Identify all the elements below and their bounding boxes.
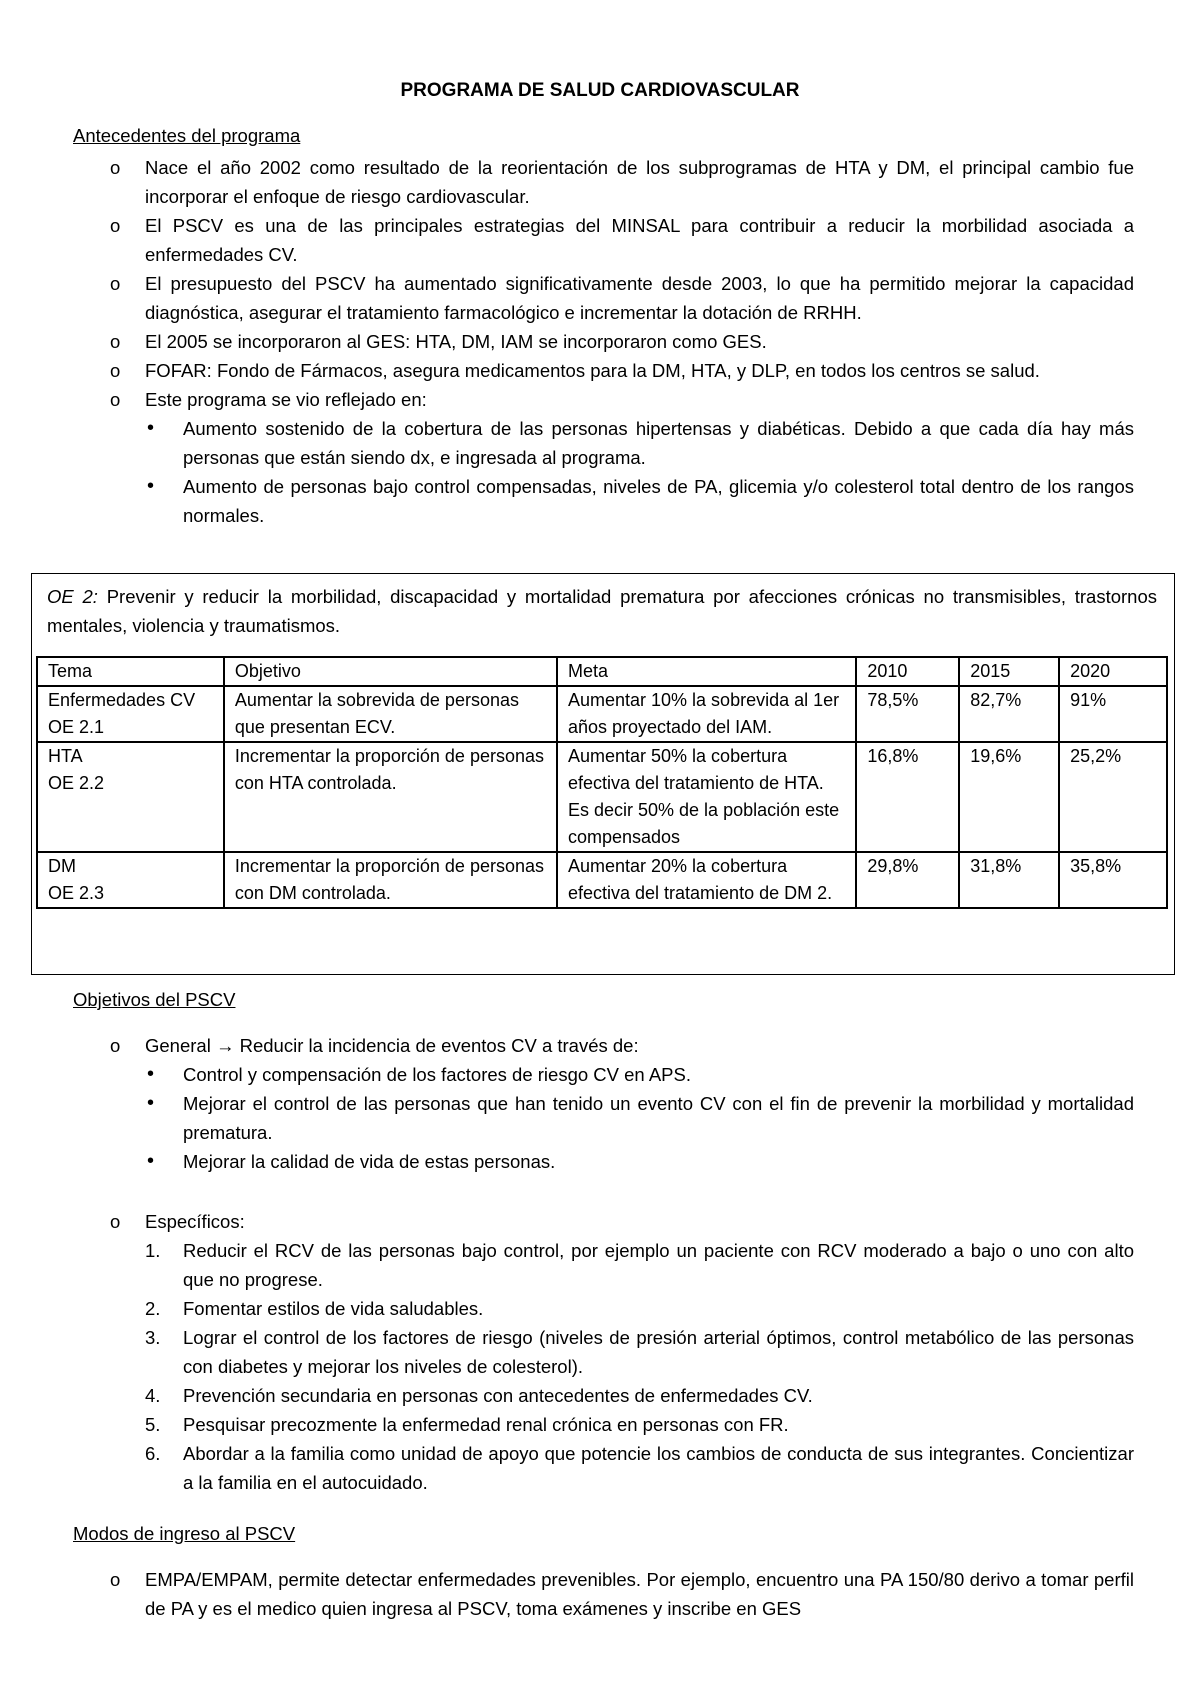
list-item: 2. Fomentar estilos de vida saludables. [145, 1298, 484, 1319]
list-item: 4. Prevención secundaria en personas con antecedentes de enfermedades CV. [145, 1385, 813, 1406]
tema-cell: Enfermedades CV OE 2.1 [37, 686, 224, 742]
document-title: PROGRAMA DE SALUD CARDIOVASCULAR [400, 80, 800, 101]
tema-cell: DM OE 2.3 [37, 852, 224, 908]
objetivos-especificos-list [110, 1207, 1134, 1497]
antecedentes-sublist [145, 414, 1134, 530]
circle-bullet-icon: o [110, 360, 121, 381]
antecedentes-heading: Antecedentes del programa [73, 125, 301, 146]
list-item: 1. Reducir el RCV de las personas bajo control, por ejemplo un paciente con RCV moderado a bajo o uno con alto que no progrese. [145, 1240, 1134, 1290]
column-header: Meta [557, 657, 856, 686]
arrow-right-icon: → [215, 1035, 235, 1056]
table-row [37, 686, 1167, 742]
meta-cell: Aumentar 10% la sobrevida al 1er años proyectado del IAM. [557, 686, 856, 742]
value-2010-cell: 16,8% [856, 742, 959, 852]
meta-cell: Aumentar 20% la cobertura efectiva del tratamiento de DM 2. [557, 852, 856, 908]
table-row [37, 852, 1167, 908]
objetivos-heading: Objetivos del PSCV [73, 989, 236, 1010]
circle-bullet-icon: o [110, 1569, 121, 1590]
general-sublist [145, 1060, 1134, 1176]
column-header: 2010 [856, 657, 959, 686]
oe2-table [36, 656, 1168, 909]
list-item: 3. Lograr el control de los factores de riesgo (niveles de presión arterial óptimos, control metabólico de las personas con diabetes y mejorar los niveles de colesterol). [145, 1327, 1134, 1377]
list-item: o EMPA/EMPAM, permite detectar enfermedades prevenibles. Por ejemplo, encuentro una PA 150/80 derivo a tomar perfil de PA y es el medico quien ingresa al PSCV, toma exámenes y inscribe en GES [110, 1565, 1134, 1623]
modos-heading: Modos de ingreso al PSCV [73, 1523, 296, 1544]
oe2-label: OE 2: [47, 586, 98, 607]
circle-bullet-icon: o [110, 389, 121, 410]
value-2015-cell: 82,7% [959, 686, 1059, 742]
especificos-numbered-list [145, 1236, 1134, 1497]
column-header: Objetivo [224, 657, 557, 686]
bullet-dot-icon: • [147, 1092, 155, 1114]
tema-cell: HTA OE 2.2 [37, 742, 224, 852]
table-header-row [37, 657, 1167, 686]
list-item: • Aumento sostenido de la cobertura de las personas hipertensas y diabéticas. Debido a que cada día hay más personas que están siendo dx, e ingresada al programa. [145, 414, 1134, 472]
value-2020-cell: 35,8% [1059, 852, 1167, 908]
meta-cell: Aumentar 50% la cobertura efectiva del tratamiento de HTA. Es decir 50% de la población este compensados [557, 742, 856, 852]
list-item: o Específicos: 1. Reducir el RCV de las personas bajo control, por ejemplo un paciente con RCV moderado a bajo o uno con alto que no progrese. 2. Fomentar estilos de vida saludables. 3. Lograr el control de los factores de riesgo (niveles de presión arterial óptimos, control metabólico de las personas con diabetes y mejorar los niveles de colesterol). 4. Prevención secundaria en personas con antecedentes de enfermedades CV. 5. Pesquisar precozmente la enfermedad renal crónica en personas con FR. 6. Abordar a la familia como unidad de apoyo que potencie los cambios de conducta de sus integrantes. Concientizar a la familia en el autocuidado. [110, 1207, 1134, 1497]
value-2010-cell: 29,8% [856, 852, 959, 908]
oe2-box [31, 573, 1175, 975]
list-item: o Este programa se vio reflejado en: • Aumento sostenido de la cobertura de las personas hipertensas y diabéticas. Debido a que cada día hay más personas que están siendo dx, e ingresada al programa. • Aumento de personas bajo control compensadas, niveles de PA, glicemia y/o colesterol total dentro de los rangos normales. [110, 385, 1134, 530]
objetivo-cell: Incrementar la proporción de personas con DM controlada. [224, 852, 557, 908]
column-header: 2020 [1059, 657, 1167, 686]
list-item: o El 2005 se incorporaron al GES: HTA, DM, IAM se incorporaron como GES. [110, 327, 1134, 356]
circle-bullet-icon: o [110, 331, 121, 352]
list-item: • Mejorar el control de las personas que han tenido un evento CV con el fin de prevenir la morbilidad y mortalidad prematura. [145, 1089, 1134, 1147]
modos-list [110, 1565, 1134, 1623]
list-item: 5. Pesquisar precozmente la enfermedad renal crónica en personas con FR. [145, 1414, 789, 1435]
objetivos-general-list [110, 1031, 1134, 1176]
circle-bullet-icon: o [110, 215, 121, 236]
bullet-dot-icon: • [147, 1150, 155, 1172]
circle-bullet-icon: o [110, 273, 121, 294]
value-2015-cell: 31,8% [959, 852, 1059, 908]
column-header: 2015 [959, 657, 1059, 686]
value-2020-cell: 25,2% [1059, 742, 1167, 852]
antecedentes-list [110, 153, 1134, 530]
circle-bullet-icon: o [110, 157, 121, 178]
list-item: o Nace el año 2002 como resultado de la reorientación de los subprogramas de HTA y DM, el principal cambio fue incorporar el enfoque de riesgo cardiovascular. [110, 153, 1134, 211]
oe2-text: Prevenir y reducir la morbilidad, discapacidad y mortalidad prematura por afecciones crónicas no transmisibles, trastornos mentales, violencia y traumatismos. [47, 586, 1158, 636]
oe2-description [47, 582, 1157, 640]
list-item: • Mejorar la calidad de vida de estas personas. [145, 1147, 1134, 1176]
objetivo-cell: Aumentar la sobrevida de personas que presentan ECV. [224, 686, 557, 742]
bullet-dot-icon: • [147, 1063, 155, 1085]
circle-bullet-icon: o [110, 1211, 121, 1232]
list-item: o El PSCV es una de las principales estrategias del MINSAL para contribuir a reducir la morbilidad asociada a enfermedades CV. [110, 211, 1134, 269]
table-row [37, 742, 1167, 852]
bullet-dot-icon: • [147, 417, 155, 439]
value-2015-cell: 19,6% [959, 742, 1059, 852]
circle-bullet-icon: o [110, 1035, 121, 1056]
list-item: 6. Abordar a la familia como unidad de apoyo que potencie los cambios de conducta de sus integrantes. Concientizar a la familia en el autocuidado. [145, 1443, 1134, 1493]
list-item: o El presupuesto del PSCV ha aumentado significativamente desde 2003, lo que ha permitido mejorar la capacidad diagnóstica, asegurar el tratamiento farmacológico e incrementar la dotación de RRHH. [110, 269, 1134, 327]
value-2010-cell: 78,5% [856, 686, 959, 742]
value-2020-cell: 91% [1059, 686, 1167, 742]
list-item: o General → Reducir la incidencia de eventos CV a través de: • Control y compensación de los factores de riesgo CV en APS. • Mejorar el control de las personas que han tenido un evento CV con el fin de prevenir la morbilidad y mortalidad prematura. • Mejorar la calidad de vida de estas personas. [110, 1031, 1134, 1176]
objetivo-cell: Incrementar la proporción de personas con HTA controlada. [224, 742, 557, 852]
list-item: • Aumento de personas bajo control compensadas, niveles de PA, glicemia y/o colesterol total dentro de los rangos normales. [145, 472, 1134, 530]
list-item: • Control y compensación de los factores de riesgo CV en APS. [145, 1060, 1134, 1089]
list-item: o FOFAR: Fondo de Fármacos, asegura medicamentos para la DM, HTA, y DLP, en todos los centros se salud. [110, 356, 1134, 385]
column-header: Tema [37, 657, 224, 686]
bullet-dot-icon: • [147, 475, 155, 497]
